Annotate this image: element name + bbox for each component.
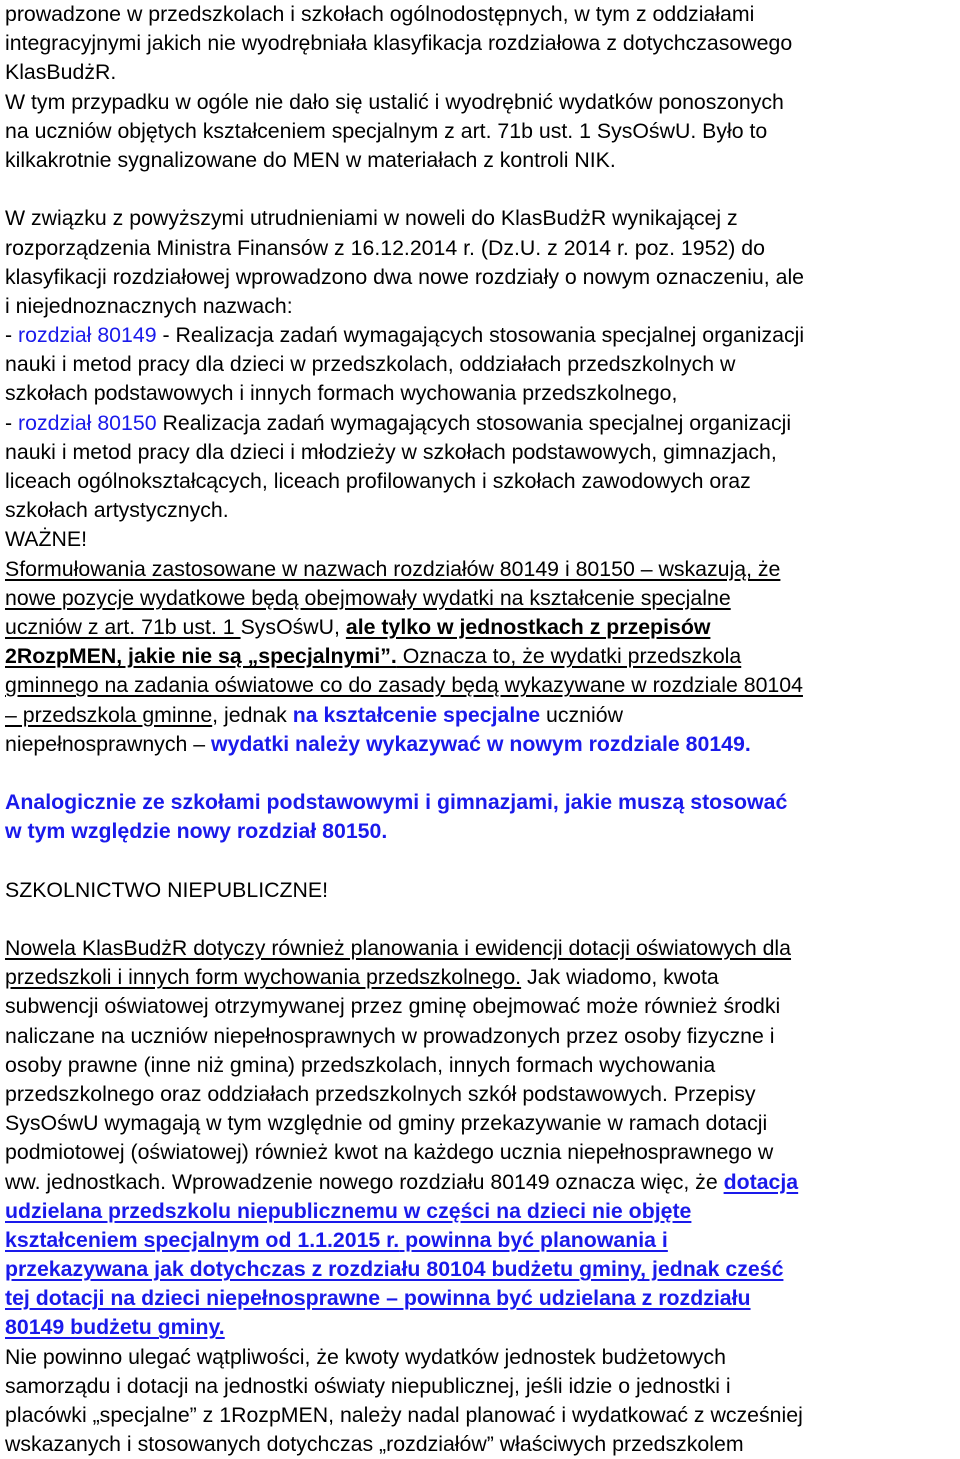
paragraph-new-chapters <box>5 204 957 525</box>
text-line: podmiotowej (oświatowej) również kwot na każdego ucznia niepełnosprawnego w <box>5 1140 774 1165</box>
text-line: tej dotacji na dzieci niepełnosprawne – powinna być udzielana z rozdziału <box>5 1286 751 1311</box>
text-line: placówki „specjalne” z 1RozpMEN, należy nadal planować i wydatkować z wcześniej <box>5 1403 803 1427</box>
paragraph-analogous <box>5 788 957 846</box>
text-line: szkołach podstawowych i innych formach wychowania przedszkolnego, <box>5 381 678 406</box>
text-line: przedszkoli i innych form wychowania przedszkolnego. Jak wiadomo, kwota <box>5 965 719 990</box>
text-line: wskazanych i stosowanych dotychczas „rozdziałów” właściwych przedszkolem <box>5 1432 744 1457</box>
text-line: W związku z powyższymi utrudnieniami w noweli do KlasBudżR wynikającej z <box>5 206 738 231</box>
text-line: na uczniów objętych kształceniem specjalnym z art. 71b ust. 1 SysOśwU. Było to <box>5 118 768 143</box>
list-dash: - <box>5 323 19 348</box>
paragraph-gap <box>5 175 957 204</box>
chapter-80149-line <box>5 321 957 350</box>
text-line: Analogicznie ze szkołami podstawowymi i gimnazjami, jakie muszą stosować <box>5 790 788 815</box>
chapter-80149-code: rozdział 80149 <box>18 323 157 348</box>
text-line: kilkakrotnie sygnalizowane do MEN w materiałach z kontroli NIK. <box>5 147 616 172</box>
text-line: Nowela KlasBudżR dotyczy również planowania i ewidencji dotacji oświatowych dla <box>5 936 792 960</box>
text-line: prowadzone w przedszkolach i szkołach ogólnodostępnych, w tym z oddziałami <box>5 2 755 26</box>
text-line: liceach ogólnokształcących, liceach profilowanych i szkołach zawodowych oraz <box>5 469 751 493</box>
text-line: nauki i metod pracy dla dzieci w przedszkolach, oddziałach przedszkolnych w <box>5 352 736 377</box>
paragraph-gap <box>5 846 957 875</box>
chapter-80150-code: rozdział 80150 <box>18 410 157 435</box>
text-line: przedszkolnego oraz oddziałach przedszkolnych szkół podstawowych. Przepisy <box>5 1081 756 1106</box>
text-line: SysOśwU wymagają w tym względnie od gminy przekazywanie w ramach dotacji <box>5 1111 768 1136</box>
text-line: klasyfikacji rozdziałowej wprowadzono dwa nowe rozdziały o nowym oznaczeniu, ale <box>5 264 805 289</box>
text-line: uczniów z art. 71b ust. 1 SysOśwU, ale tylko w jednostkach z przepisów <box>5 614 711 639</box>
document-page <box>5 0 957 1459</box>
chapter-80150-line <box>5 409 957 438</box>
text-line: samorządu i dotacji na jednostki oświaty niepublicznej, jeśli idzie o jednostki i <box>5 1373 731 1398</box>
text-line: subwencji oświatowej otrzymywanej przez gminę obejmować może również środki <box>5 994 781 1019</box>
text-line: kształceniem specjalnym od 1.1.2015 r. powinna być planowania i <box>5 1227 668 1252</box>
paragraph-conclusion <box>5 1343 957 1459</box>
text-line: przekazywana jak dotychczas z rozdziału 80104 budżetu gminy, jednak cześć <box>5 1257 784 1282</box>
text-line: W tym przypadku w ogóle nie dało się ustalić i wyodrębnić wydatków ponoszonych <box>5 89 784 114</box>
text-line: 80149 budżetu gminy. <box>5 1315 225 1340</box>
text-line: gminnego na zadania oświatowe co do zasady będą wykazywane w rozdziale 80104 <box>5 673 803 698</box>
text-line: w tym względzie nowy rozdział 80150. <box>5 819 388 844</box>
text-line: nauki i metod pracy dla dzieci i młodzieży w szkołach podstawowych, gimnazjach, <box>5 439 777 464</box>
text-line: niepełnosprawnych – wydatki należy wykazywać w nowym rozdziale 80149. <box>5 731 751 756</box>
text-line: osoby prawne (inne niż gmina) przedszkolach, innych formach wychowania <box>5 1052 716 1077</box>
text-line: nowe pozycje wydatkowe będą obejmowały wydatki na kształcenie specjalne <box>5 585 731 610</box>
text-line: naliczane na uczniów niepełnosprawnych w prowadzonych przez osoby fizyczne i <box>5 1023 775 1048</box>
text-line: udzielana przedszkolu niepublicznemu w części na dzieci nie objęte <box>5 1198 692 1223</box>
chapter-80149-title: - Realizacja zadań wymagających stosowania specjalnej organizacji <box>156 323 805 348</box>
text-line: – przedszkola gminne, jednak na kształcenie specjalne uczniów <box>5 702 623 727</box>
chapter-80150-title: Realizacja zadań wymagających stosowania specjalnej organizacji <box>156 410 792 435</box>
text-line: ww. jednostkach. Wprowadzenie nowego rozdziału 80149 oznacza więc, że dotacja <box>5 1169 799 1194</box>
text-line: Sformułowania zastosowane w nazwach rozdziałów 80149 i 80150 – wskazują, że <box>5 556 781 581</box>
text-line: KlasBudżR. <box>5 60 117 85</box>
text-line: szkołach artystycznych. <box>5 498 229 523</box>
text-line: rozporządzenia Ministra Finansów z 16.12.2014 r. (Dz.U. z 2014 r. poz. 1952) do <box>5 235 765 260</box>
paragraph-gap <box>5 905 957 934</box>
important-heading: WAŻNE! <box>5 527 88 552</box>
paragraph-gap <box>5 759 957 788</box>
list-dash: - <box>5 410 19 435</box>
paragraph-subsidies <box>5 934 957 1343</box>
text-line: integracyjnymi jakich nie wyodrębniała klasyfikacja rozdziałowa z dotychczasowego <box>5 31 793 56</box>
paragraph-important <box>5 525 957 759</box>
text-line: Nie powinno ulegać wątpliwości, że kwoty wydatków jednostek budżetowych <box>5 1344 726 1369</box>
paragraph-intro <box>5 0 957 175</box>
section-heading-private-schools: SZKOLNICTWO NIEPUBLICZNE! <box>5 877 329 902</box>
text-line: i niejednoznacznych nazwach: <box>5 293 293 318</box>
text-line: 2RozpMEN, jakie nie są „specjalnymi”. Oznacza to, że wydatki przedszkola <box>5 644 742 669</box>
